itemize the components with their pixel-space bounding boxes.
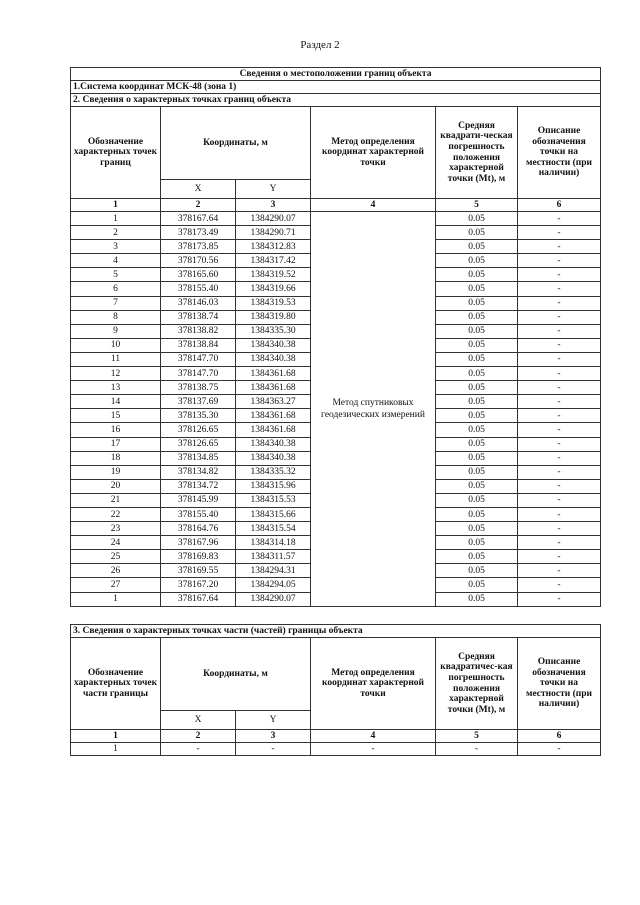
header-x-2: Y xyxy=(236,711,311,730)
coord-y: 1384361.68 xyxy=(236,381,311,395)
description-value: - xyxy=(518,550,601,564)
error-value: 0.05 xyxy=(436,522,518,536)
coord-x: 378126.65 xyxy=(161,423,236,437)
boundary-points-table xyxy=(70,67,601,607)
header-method: Метод определения координат характерной точки xyxy=(311,107,436,199)
coord-y: 1384340.38 xyxy=(236,352,311,366)
table-row xyxy=(71,212,601,226)
description-value: - xyxy=(518,310,601,324)
header-point: Обозначение характерных точек части границы xyxy=(71,638,161,730)
coord-x: 378170.56 xyxy=(161,254,236,268)
error-value: 0.05 xyxy=(436,268,518,282)
error-value: 0.05 xyxy=(436,240,518,254)
coord-y: 1384312.83 xyxy=(236,240,311,254)
part-point-y: - xyxy=(236,743,311,756)
error-value: 0.05 xyxy=(436,254,518,268)
error-value: 0.05 xyxy=(436,282,518,296)
coord-y: 1384319.66 xyxy=(236,282,311,296)
error-value: 0.05 xyxy=(436,352,518,366)
coord-x: 378167.64 xyxy=(161,212,236,226)
description-value: - xyxy=(518,423,601,437)
header-point: Обозначение характерных точек границ xyxy=(71,107,161,199)
point-number: 11 xyxy=(71,352,161,366)
point-number: 9 xyxy=(71,324,161,338)
header-coords: Координаты, м xyxy=(161,638,311,711)
header-y: Y xyxy=(236,180,311,199)
coord-x: 378134.72 xyxy=(161,479,236,493)
header-method: Метод определения координат характерной точки xyxy=(311,638,436,730)
description-value: - xyxy=(518,338,601,352)
point-number: 3 xyxy=(71,240,161,254)
coord-y: 1384290.71 xyxy=(236,226,311,240)
description-value: - xyxy=(518,451,601,465)
part-point-number: 1 xyxy=(71,743,161,756)
coord-y: 1384335.30 xyxy=(236,324,311,338)
error-value: 0.05 xyxy=(436,296,518,310)
header-desc: Описание обозначения точки на местности (при наличии) xyxy=(518,638,601,730)
part-point-desc: - xyxy=(518,743,601,756)
error-value: 0.05 xyxy=(436,536,518,550)
colnum: 4 xyxy=(311,199,436,212)
table-heading: Сведения о местоположении границ объекта xyxy=(71,68,601,81)
error-value: 0.05 xyxy=(436,451,518,465)
error-value: 0.05 xyxy=(436,578,518,592)
coord-x: 378169.55 xyxy=(161,564,236,578)
description-value: - xyxy=(518,296,601,310)
description-value: - xyxy=(518,465,601,479)
coord-x: 378155.40 xyxy=(161,507,236,521)
description-value: - xyxy=(518,282,601,296)
point-number: 5 xyxy=(71,268,161,282)
error-value: 0.05 xyxy=(436,310,518,324)
header-x: X xyxy=(161,711,236,730)
description-value: - xyxy=(518,578,601,592)
section-title: Раздел 2 xyxy=(300,39,340,51)
point-number: 2 xyxy=(71,226,161,240)
point-number: 10 xyxy=(71,338,161,352)
error-value: 0.05 xyxy=(436,367,518,381)
coord-x: 378134.82 xyxy=(161,465,236,479)
colnum: 6 xyxy=(518,199,601,212)
coord-x: 378138.74 xyxy=(161,310,236,324)
point-number: 1 xyxy=(71,212,161,226)
coord-x: 378135.30 xyxy=(161,409,236,423)
subheading-3: 3. Сведения о характерных точках части (частей) границы объекта xyxy=(71,625,601,638)
coord-y: 1384314.18 xyxy=(236,536,311,550)
point-number: 26 xyxy=(71,564,161,578)
header-x: X xyxy=(161,180,236,199)
colnum: 2 xyxy=(161,730,236,743)
header-coords: Координаты, м xyxy=(161,107,311,180)
point-number: 14 xyxy=(71,395,161,409)
subheading-2: 2. Сведения о характерных точках границ объекта xyxy=(71,94,601,107)
colnum: 3 xyxy=(236,730,311,743)
coord-y: 1384317.42 xyxy=(236,254,311,268)
coord-y: 1384311.57 xyxy=(236,550,311,564)
coord-x: 378173.49 xyxy=(161,226,236,240)
point-number: 20 xyxy=(71,479,161,493)
coord-x: 378173.85 xyxy=(161,240,236,254)
description-value: - xyxy=(518,367,601,381)
coord-y: 1384361.68 xyxy=(236,423,311,437)
coord-x: 378134.85 xyxy=(161,451,236,465)
point-number: 13 xyxy=(71,381,161,395)
point-number: 16 xyxy=(71,423,161,437)
error-value: 0.05 xyxy=(436,493,518,507)
coord-x: 378147.70 xyxy=(161,352,236,366)
description-value: - xyxy=(518,536,601,550)
colnum: 5 xyxy=(436,730,518,743)
colnum: 1 xyxy=(71,730,161,743)
point-number: 17 xyxy=(71,437,161,451)
coord-system: 1.Система координат МСК-48 (зона 1) xyxy=(71,81,601,94)
coord-x: 378167.20 xyxy=(161,578,236,592)
error-value: 0.05 xyxy=(436,395,518,409)
point-number: 6 xyxy=(71,282,161,296)
description-value: - xyxy=(518,268,601,282)
description-value: - xyxy=(518,240,601,254)
part-point-error: - xyxy=(436,743,518,756)
point-number: 12 xyxy=(71,367,161,381)
header-desc: Описание обозначения точки на местности (при наличии) xyxy=(518,107,601,199)
coord-y: 1384290.07 xyxy=(236,212,311,226)
coord-y: 1384294.31 xyxy=(236,564,311,578)
coord-y: 1384340.38 xyxy=(236,338,311,352)
point-number: 7 xyxy=(71,296,161,310)
error-value: 0.05 xyxy=(436,592,518,606)
coord-y: 1384315.54 xyxy=(236,522,311,536)
coord-x: 378165.60 xyxy=(161,268,236,282)
point-number: 27 xyxy=(71,578,161,592)
error-value: 0.05 xyxy=(436,479,518,493)
coord-y: 1384315.66 xyxy=(236,507,311,521)
error-value: 0.05 xyxy=(436,324,518,338)
coord-y: 1384363.27 xyxy=(236,395,311,409)
error-value: 0.05 xyxy=(436,564,518,578)
point-number: 21 xyxy=(71,493,161,507)
colnum: 3 xyxy=(236,199,311,212)
error-value: 0.05 xyxy=(436,409,518,423)
error-value: 0.05 xyxy=(436,423,518,437)
coord-x: 378146.03 xyxy=(161,296,236,310)
description-value: - xyxy=(518,212,601,226)
coord-y: 1384319.52 xyxy=(236,268,311,282)
coord-y: 1384319.53 xyxy=(236,296,311,310)
point-number: 18 xyxy=(71,451,161,465)
colnum: 1 xyxy=(71,199,161,212)
error-value: 0.05 xyxy=(436,437,518,451)
coord-x: 378147.70 xyxy=(161,367,236,381)
description-value: - xyxy=(518,226,601,240)
colnum: 6 xyxy=(518,730,601,743)
point-number: 19 xyxy=(71,465,161,479)
point-number: 1 xyxy=(71,592,161,606)
description-value: - xyxy=(518,437,601,451)
coord-x: 378138.82 xyxy=(161,324,236,338)
error-value: 0.05 xyxy=(436,381,518,395)
coord-x: 378164.76 xyxy=(161,522,236,536)
header-error: Средняя квадрати-ческая погрешность положения характерной точки (Mt), м xyxy=(436,107,518,199)
coord-x: 378138.84 xyxy=(161,338,236,352)
coord-y: 1384294.05 xyxy=(236,578,311,592)
part-point-x: - xyxy=(161,743,236,756)
coord-y: 1384319.80 xyxy=(236,310,311,324)
colnum: 2 xyxy=(161,199,236,212)
point-number: 15 xyxy=(71,409,161,423)
point-number: 8 xyxy=(71,310,161,324)
coord-y: 1384315.53 xyxy=(236,493,311,507)
coord-y: 1384361.68 xyxy=(236,367,311,381)
description-value: - xyxy=(518,395,601,409)
error-value: 0.05 xyxy=(436,212,518,226)
point-number: 4 xyxy=(71,254,161,268)
error-value: 0.05 xyxy=(436,507,518,521)
description-value: - xyxy=(518,564,601,578)
description-value: - xyxy=(518,352,601,366)
description-value: - xyxy=(518,592,601,606)
point-number: 23 xyxy=(71,522,161,536)
coord-x: 378138.75 xyxy=(161,381,236,395)
coord-x: 378167.96 xyxy=(161,536,236,550)
coord-y: 1384361.68 xyxy=(236,409,311,423)
description-value: - xyxy=(518,522,601,536)
method-cell: Метод спутниковых геодезических измерений xyxy=(311,212,436,607)
coord-y: 1384340.38 xyxy=(236,437,311,451)
colnum: 5 xyxy=(436,199,518,212)
coord-x: 378155.40 xyxy=(161,282,236,296)
description-value: - xyxy=(518,409,601,423)
coord-y: 1384290.07 xyxy=(236,592,311,606)
coord-y: 1384340.38 xyxy=(236,451,311,465)
coord-x: 378167.64 xyxy=(161,592,236,606)
error-value: 0.05 xyxy=(436,465,518,479)
part-point-method: - xyxy=(311,743,436,756)
description-value: - xyxy=(518,324,601,338)
description-value: - xyxy=(518,381,601,395)
error-value: 0.05 xyxy=(436,226,518,240)
description-value: - xyxy=(518,479,601,493)
error-value: 0.05 xyxy=(436,550,518,564)
part-points-table xyxy=(70,624,601,756)
point-number: 24 xyxy=(71,536,161,550)
header-error: Средняя квадратичес-кая погрешность положения характерной точки (Mt), м xyxy=(436,638,518,730)
coord-y: 1384315.96 xyxy=(236,479,311,493)
point-number: 22 xyxy=(71,507,161,521)
colnum: 4 xyxy=(311,730,436,743)
coord-x: 378169.83 xyxy=(161,550,236,564)
coord-y: 1384335.32 xyxy=(236,465,311,479)
description-value: - xyxy=(518,493,601,507)
coord-x: 378126.65 xyxy=(161,437,236,451)
description-value: - xyxy=(518,507,601,521)
coord-x: 378145.99 xyxy=(161,493,236,507)
error-value: 0.05 xyxy=(436,338,518,352)
coord-x: 378137.69 xyxy=(161,395,236,409)
description-value: - xyxy=(518,254,601,268)
point-number: 25 xyxy=(71,550,161,564)
